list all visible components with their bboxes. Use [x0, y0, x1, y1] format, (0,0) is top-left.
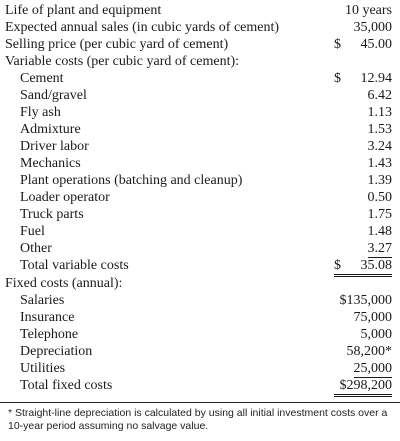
- fixed-row: [0, 360, 400, 377]
- fixed-label: Depreciation: [20, 344, 93, 359]
- life-label: Life of plant and equipment: [5, 3, 162, 18]
- variable-value: 1.75: [367, 207, 392, 222]
- variable-row: [0, 87, 400, 104]
- fixed-total-label: Total fixed costs: [20, 378, 113, 393]
- variable-label: Other: [20, 241, 52, 256]
- variable-row: [0, 155, 400, 172]
- variable-value: 1.39: [367, 173, 392, 188]
- fixed-label: Insurance: [20, 310, 75, 325]
- variable-header-row: [0, 53, 400, 70]
- price-dollar: $: [334, 37, 341, 52]
- fixed-header: Fixed costs (annual):: [5, 276, 123, 291]
- price-value: 45.00: [360, 37, 392, 52]
- variable-row: [0, 206, 400, 223]
- variable-label: Loader operator: [20, 190, 110, 205]
- variable-total-row: [0, 257, 400, 274]
- variable-value: 3.24: [367, 139, 392, 154]
- sales-value: 35,000: [353, 20, 392, 35]
- variable-label: Truck parts: [20, 207, 84, 222]
- variable-label: Sand/gravel: [20, 88, 87, 103]
- fixed-total-value: $298,200: [339, 378, 392, 393]
- row-sales: [0, 19, 400, 36]
- variable-row: [0, 240, 400, 257]
- variable-label: Fly ash: [20, 105, 61, 120]
- variable-label: Mechanics: [20, 156, 81, 171]
- footnote-divider: [0, 402, 400, 403]
- fixed-value: $135,000: [339, 293, 392, 308]
- variable-row: [0, 138, 400, 155]
- variable-value: 1.53: [367, 122, 392, 137]
- variable-value: 3.27: [367, 241, 392, 256]
- fixed-value: 5,000: [360, 327, 392, 342]
- fixed-label: Telephone: [20, 327, 79, 342]
- variable-total-label: Total variable costs: [20, 258, 129, 273]
- footnote: * Straight-line depreciation is calculated by using all initial investment costs over a 10-year period assuming no salvage value.: [8, 407, 388, 432]
- fixed-row: [0, 326, 400, 343]
- variable-row: [0, 223, 400, 240]
- variable-total-dollar: $: [334, 258, 341, 273]
- variable-label: Plant operations (batching and cleanup): [20, 173, 243, 188]
- variable-total-value: 35.08: [360, 258, 392, 273]
- row-price: [0, 36, 400, 53]
- variable-dollar: $: [334, 71, 341, 86]
- fixed-header-row: [0, 275, 400, 292]
- variable-row: [0, 189, 400, 206]
- variable-value: 12.94: [360, 71, 392, 86]
- fixed-value: 75,000: [353, 310, 392, 325]
- variable-label: Driver labor: [20, 139, 89, 154]
- variable-header: Variable costs (per cubic yard of cement):: [5, 54, 240, 69]
- fixed-row: [0, 343, 400, 360]
- life-value: 10 years: [344, 3, 392, 18]
- fixed-row: [0, 309, 400, 326]
- fixed-total-row: [0, 377, 400, 394]
- variable-label: Admixture: [20, 122, 81, 137]
- variable-label: Fuel: [20, 224, 45, 239]
- variable-value: 1.48: [367, 224, 392, 239]
- fixed-label: Salaries: [20, 293, 65, 308]
- variable-value: 1.43: [367, 156, 392, 171]
- variable-value: 6.42: [367, 88, 392, 103]
- variable-row: [0, 104, 400, 121]
- variable-row: [0, 70, 400, 87]
- variable-row: [0, 121, 400, 138]
- fixed-value: 25,000: [353, 361, 392, 376]
- fixed-label: Utilities: [20, 361, 66, 376]
- variable-row: [0, 172, 400, 189]
- fixed-row: [0, 292, 400, 309]
- variable-value: 0.50: [367, 190, 392, 205]
- variable-label: Cement: [20, 71, 64, 86]
- row-life: [0, 2, 400, 19]
- variable-value: 1.13: [367, 105, 392, 120]
- price-label: Selling price (per cubic yard of cement): [5, 37, 229, 52]
- fixed-value: 58,200*: [346, 344, 392, 359]
- sales-label: Expected annual sales (in cubic yards of cement): [5, 20, 280, 35]
